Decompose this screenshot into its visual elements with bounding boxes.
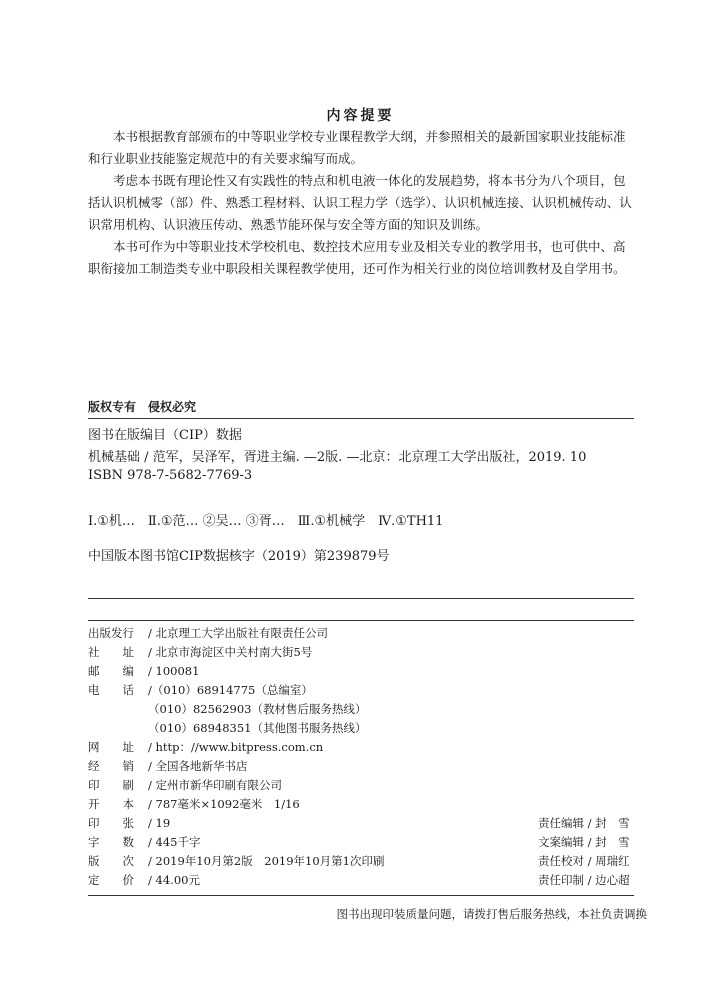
pub-value: / 19 — [148, 816, 171, 830]
pub-label: 网 址 — [88, 740, 134, 754]
copyright-notice: 版权专有 侵权必究 — [88, 400, 197, 414]
pub-row-phone — [88, 682, 313, 698]
divider — [88, 418, 634, 419]
pub-row-publisher — [88, 625, 328, 641]
editor-credit: 责任校对 / 周瑞红 — [538, 854, 630, 868]
pub-label: 开 本 — [88, 797, 134, 811]
cip-line: 机械基础 / 范军，吴泽军，胥进主编. —2版. —北京：北京理工大学出版社，2019. 10 — [88, 450, 587, 465]
pub-row-format — [88, 796, 300, 812]
pub-label: 印 张 — [88, 816, 134, 830]
editor-credit: 责任编辑 / 封 雪 — [538, 816, 630, 830]
pub-label: 定 价 — [88, 873, 134, 887]
pub-label: 邮 编 — [88, 664, 134, 678]
pub-row-distributor — [88, 758, 248, 774]
pub-value: / 100081 — [148, 664, 200, 678]
summary-title: 内容提要 — [326, 108, 395, 124]
editor-credit: 责任印制 / 边心超 — [538, 873, 630, 887]
pub-value: / 445千字 — [148, 835, 201, 849]
pub-row-edition — [88, 853, 384, 869]
pub-value: / 北京市海淀区中关村南大街5号 — [148, 645, 313, 659]
pub-label: 社 址 — [88, 645, 134, 659]
summary-paragraph: 考虑本书既有理论性又有实践性的特点和机电液一体化的发展趋势，将本书分为八个项目，包括认识机械零（部）件、熟悉工程材料、认识工程力学（选学）、认识机械连接、认识机械传动、认识常用机构、认识液压传动、熟悉节能环保与安全等方面的知识及训练。 — [88, 173, 632, 232]
divider — [88, 598, 634, 599]
pub-row-price — [88, 872, 200, 888]
pub-row-postcode — [88, 663, 199, 679]
pub-value: /（010）68914775（总编室） — [148, 683, 313, 697]
pub-row-address — [88, 644, 312, 660]
pub-value: / http：//www.bitpress.com.cn — [148, 740, 324, 754]
summary-paragraph: 本书根据教育部颁布的中等职业学校专业课程教学大纲，并参照相关的最新国家职业技能标准和行业职业技能鉴定规范中的有关要求编写而成。 — [88, 129, 626, 166]
pub-phone-extra: （010）68948351（其他图书服务热线） — [148, 721, 367, 735]
pub-value: / 全国各地新华书店 — [148, 759, 248, 773]
pub-value: / 44.00元 — [148, 873, 200, 887]
cip-isbn: ISBN 978-7-5682-7769-3 — [88, 468, 253, 483]
pub-phone-extra: （010）82562903（教材售后服务热线） — [148, 702, 367, 716]
pub-row-printer — [88, 777, 282, 793]
pub-row-sheets — [88, 815, 170, 831]
pub-value: / 北京理工大学出版社有限责任公司 — [148, 626, 329, 640]
divider — [88, 895, 634, 896]
pub-label: 电 话 — [88, 683, 134, 697]
pub-label: 印 刷 — [88, 778, 134, 792]
divider — [88, 620, 634, 621]
pub-label: 经 销 — [88, 759, 134, 773]
summary-body — [88, 126, 634, 280]
editor-credit: 文案编辑 / 封 雪 — [538, 835, 630, 849]
pub-row-website — [88, 739, 323, 755]
pub-label: 出版发行 — [88, 626, 134, 640]
summary-paragraph: 本书可作为中等职业技术学校机电、数控技术应用专业及相关专业的教学用书，也可供中、高职衔接加工制造类专业中职段相关课程教学使用，还可作为相关行业的岗位培训教材及自学用书。 — [88, 239, 626, 276]
pub-label: 版 次 — [88, 854, 134, 868]
cip-heading: 图书在版编目（CIP）数据 — [88, 428, 242, 443]
pub-row-wordcount — [88, 834, 200, 850]
pub-value: / 787毫米×1092毫米 1/16 — [148, 797, 300, 811]
cip-classification: Ⅰ.①机… Ⅱ.①范… ②吴… ③胥… Ⅲ.①机械学 Ⅳ.①TH11 — [88, 514, 444, 529]
pub-label: 字 数 — [88, 835, 134, 849]
pub-value: / 2019年10月第2版 2019年10月第1次印刷 — [148, 854, 385, 868]
pub-value: / 定州市新华印刷有限公司 — [148, 778, 283, 792]
cip-record: 中国版本图书馆CIP数据核字（2019）第239879号 — [88, 549, 390, 564]
footer-note: 图书出现印装质量问题，请拨打售后服务热线，本社负责调换 — [336, 907, 647, 921]
